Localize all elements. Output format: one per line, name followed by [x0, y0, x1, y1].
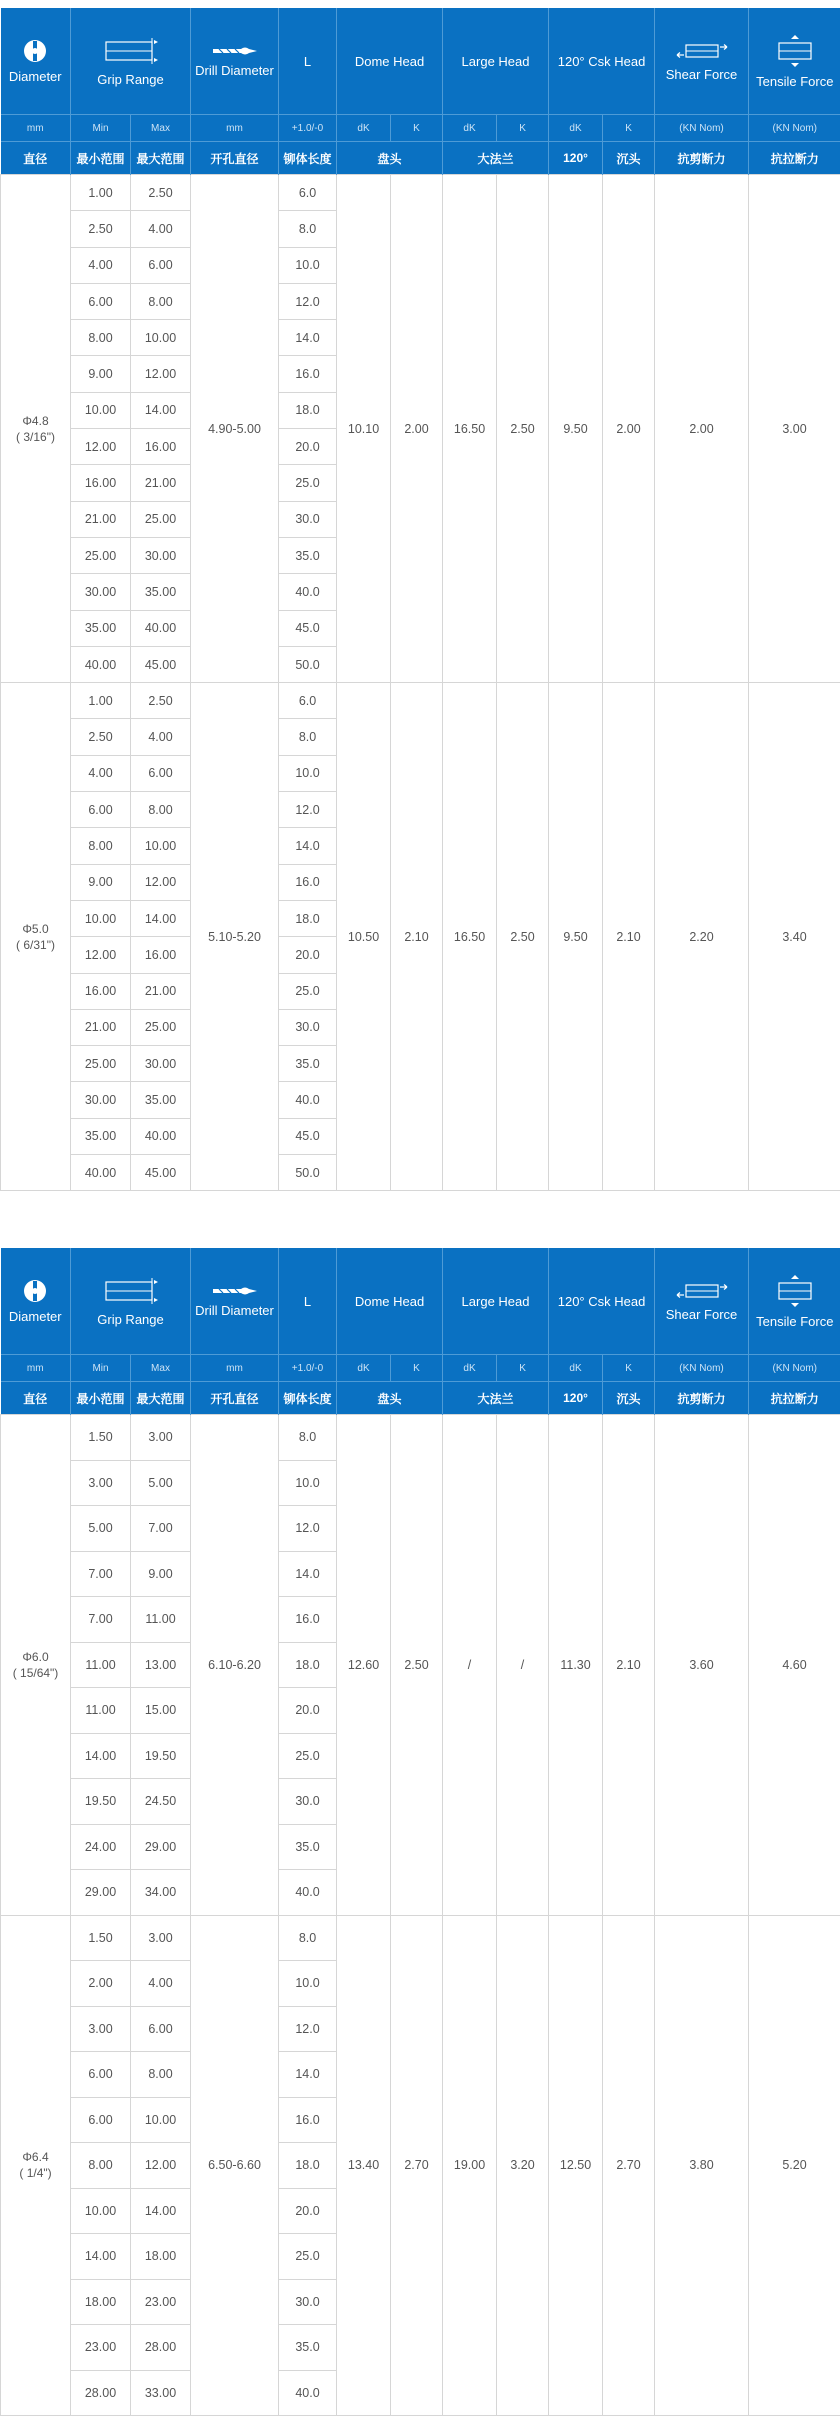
- grip-max-cell: 19.50: [131, 1733, 191, 1779]
- length-cell: 20.0: [279, 1688, 337, 1734]
- grip-min-cell: 21.00: [71, 1009, 131, 1045]
- grip-max-cell: 35.00: [131, 1082, 191, 1118]
- grip-min-cell: 24.00: [71, 1824, 131, 1870]
- drill-diameter-cell: 6.50-6.60: [191, 1915, 279, 2416]
- grip-min-cell: 4.00: [71, 755, 131, 791]
- diameter-value: Φ5.0: [22, 921, 49, 936]
- shear-force-icon: [674, 1281, 730, 1301]
- tensile-force-cell: 5.20: [749, 1915, 840, 2416]
- length-cell: 30.0: [279, 1009, 337, 1045]
- shear-force-header: Shear Force: [655, 1248, 749, 1355]
- length-cell: 16.0: [279, 864, 337, 900]
- grip-max-cell: 12.00: [131, 864, 191, 900]
- unit-cell: mm: [191, 1355, 279, 1382]
- grip-min-cell: 1.00: [71, 683, 131, 719]
- grip-min-cell: 16.00: [71, 465, 131, 501]
- length-cell: 8.0: [279, 719, 337, 755]
- cn-csk-label-a: 120°: [549, 142, 603, 175]
- diameter-cell: [1, 1415, 71, 1916]
- large-dk-cell: 16.50: [443, 683, 497, 1191]
- length-cell: 16.0: [279, 356, 337, 392]
- cn-csk-label-b: 沉头: [603, 1382, 655, 1415]
- cn-drill-label: 开孔直径: [191, 142, 279, 175]
- grip-max-cell: 16.00: [131, 429, 191, 465]
- shear-force-icon: [674, 41, 730, 61]
- k-label: K: [603, 1355, 655, 1382]
- grip-max-cell: 6.00: [131, 755, 191, 791]
- grip-min-cell: 12.00: [71, 937, 131, 973]
- diameter-value: Φ6.4: [22, 2150, 49, 2165]
- cn-diameter-label: 直径: [1, 1382, 71, 1415]
- grip-max-cell: 21.00: [131, 973, 191, 1009]
- length-cell: 20.0: [279, 429, 337, 465]
- grip-max-cell: 16.00: [131, 937, 191, 973]
- grip-max-cell: 3.00: [131, 1415, 191, 1461]
- grip-max-cell: 10.00: [131, 2097, 191, 2143]
- grip-max-cell: 4.00: [131, 1961, 191, 2007]
- kn-nom-label: (KN Nom): [655, 115, 749, 142]
- table-body: [1, 175, 840, 1191]
- drill-bit-icon: [211, 45, 259, 57]
- large-dk-cell: /: [443, 1415, 497, 1916]
- csk-dk-cell: 11.30: [549, 1415, 603, 1916]
- large-k-cell: 2.50: [497, 683, 549, 1191]
- length-cell: 16.0: [279, 1597, 337, 1643]
- length-cell: 10.0: [279, 755, 337, 791]
- grip-max-cell: 6.00: [131, 247, 191, 283]
- grip-max-cell: 9.00: [131, 1551, 191, 1597]
- grip-max-cell: 30.00: [131, 1046, 191, 1082]
- large-head-header: Large Head: [443, 8, 549, 115]
- grip-max-cell: 40.00: [131, 610, 191, 646]
- grip-max-cell: 12.00: [131, 2143, 191, 2189]
- length-cell: 35.0: [279, 1824, 337, 1870]
- dk-label: dK: [337, 1355, 391, 1382]
- cn-tensile-label: 抗拉断力: [749, 142, 840, 175]
- cn-length-label: 铆体长度: [279, 142, 337, 175]
- shear-force-cell: 2.20: [655, 683, 749, 1191]
- length-cell: 16.0: [279, 2097, 337, 2143]
- csk-k-cell: 2.10: [603, 1415, 655, 1916]
- grip-max-cell: 24.50: [131, 1779, 191, 1825]
- kn-nom-label: (KN Nom): [749, 1355, 840, 1382]
- csk-k-cell: 2.70: [603, 1915, 655, 2416]
- length-cell: 18.0: [279, 2143, 337, 2189]
- cn-csk-label-a: 120°: [549, 1382, 603, 1415]
- grip-min-cell: 7.00: [71, 1597, 131, 1643]
- grip-min-cell: 35.00: [71, 1118, 131, 1154]
- tensile-force-icon: [773, 1274, 817, 1308]
- grip-max-cell: 2.50: [131, 175, 191, 211]
- diameter-cell: [1, 175, 71, 683]
- large-k-cell: 3.20: [497, 1915, 549, 2416]
- grip-min-cell: 8.00: [71, 320, 131, 356]
- length-cell: 18.0: [279, 392, 337, 428]
- diameter-value: Φ4.8: [22, 413, 49, 428]
- dome-dk-cell: 12.60: [337, 1415, 391, 1916]
- grip-max-cell: 40.00: [131, 1118, 191, 1154]
- dk-label: dK: [549, 115, 603, 142]
- csk-k-cell: 2.00: [603, 175, 655, 683]
- dome-k-cell: 2.10: [391, 683, 443, 1191]
- grip-min-cell: 30.00: [71, 1082, 131, 1118]
- grip-max-cell: 25.00: [131, 1009, 191, 1045]
- dome-k-cell: 2.70: [391, 1915, 443, 2416]
- grip-max-cell: 30.00: [131, 537, 191, 573]
- unit-cell: mm: [1, 115, 71, 142]
- dome-k-cell: 2.50: [391, 1415, 443, 1916]
- cn-large-label: 大法兰: [443, 1382, 549, 1415]
- grip-max-cell: 35.00: [131, 574, 191, 610]
- dome-head-header: Dome Head: [337, 8, 443, 115]
- grip-min-cell: 6.00: [71, 283, 131, 319]
- spec-table-1: [0, 8, 840, 1191]
- grip-max-cell: 8.00: [131, 2052, 191, 2098]
- grip-min-cell: 35.00: [71, 610, 131, 646]
- dk-label: dK: [337, 115, 391, 142]
- tensile-force-cell: 4.60: [749, 1415, 840, 1916]
- unit-cell: mm: [191, 115, 279, 142]
- grip-max-cell: 45.00: [131, 1155, 191, 1191]
- grip-max-cell: 33.00: [131, 2370, 191, 2416]
- tolerance-label: +1.0/-0: [279, 1355, 337, 1382]
- tolerance-label: +1.0/-0: [279, 115, 337, 142]
- length-cell: 35.0: [279, 2325, 337, 2371]
- length-cell: 8.0: [279, 211, 337, 247]
- grip-min-cell: 10.00: [71, 2188, 131, 2234]
- shear-force-header: Shear Force: [655, 8, 749, 115]
- cn-min-label: 最小范围: [71, 1382, 131, 1415]
- length-cell: 40.0: [279, 1082, 337, 1118]
- dome-dk-cell: 10.50: [337, 683, 391, 1191]
- k-label: K: [391, 115, 443, 142]
- length-cell: 14.0: [279, 2052, 337, 2098]
- length-cell: 6.0: [279, 683, 337, 719]
- spec-table-2: [0, 1248, 840, 2416]
- max-label: Max: [131, 1355, 191, 1382]
- diameter-header: Diameter: [1, 8, 71, 115]
- length-cell: 10.0: [279, 247, 337, 283]
- grip-max-cell: 21.00: [131, 465, 191, 501]
- diameter-inch-value: ( 3/16"): [16, 429, 55, 444]
- length-cell: 12.0: [279, 1506, 337, 1552]
- grip-max-cell: 14.00: [131, 900, 191, 936]
- length-cell: 45.0: [279, 1118, 337, 1154]
- length-cell: 40.0: [279, 1870, 337, 1916]
- length-cell: 45.0: [279, 610, 337, 646]
- cn-max-label: 最大范围: [131, 142, 191, 175]
- drill-bit-icon: [211, 1285, 259, 1297]
- cn-shear-label: 抗剪断力: [655, 142, 749, 175]
- shear-force-cell: 3.60: [655, 1415, 749, 1916]
- table-header: [1, 1248, 840, 1415]
- grip-max-cell: 23.00: [131, 2279, 191, 2325]
- unit-cell: mm: [1, 1355, 71, 1382]
- length-cell: 25.0: [279, 2234, 337, 2280]
- kn-nom-label: (KN Nom): [655, 1355, 749, 1382]
- length-cell: 14.0: [279, 828, 337, 864]
- csk-head-header: 120° Csk Head: [549, 1248, 655, 1355]
- grip-max-cell: 18.00: [131, 2234, 191, 2280]
- grip-max-cell: 4.00: [131, 719, 191, 755]
- grip-max-cell: 3.00: [131, 1915, 191, 1961]
- grip-min-cell: 29.00: [71, 1870, 131, 1916]
- grip-min-cell: 30.00: [71, 574, 131, 610]
- k-label: K: [497, 1355, 549, 1382]
- grip-min-cell: 2.00: [71, 1961, 131, 2007]
- dome-k-cell: 2.00: [391, 175, 443, 683]
- grip-max-cell: 8.00: [131, 283, 191, 319]
- diameter-inch-value: ( 1/4"): [19, 2166, 52, 2181]
- grip-min-cell: 6.00: [71, 2097, 131, 2143]
- grip-max-cell: 6.00: [131, 2006, 191, 2052]
- grip-min-cell: 23.00: [71, 2325, 131, 2371]
- diameter-inch-value: ( 6/31"): [16, 937, 55, 952]
- drill-diameter-cell: 6.10-6.20: [191, 1415, 279, 1916]
- diameter-cell: [1, 1915, 71, 2416]
- grip-min-cell: 18.00: [71, 2279, 131, 2325]
- rivet-end-icon: [23, 39, 47, 63]
- cn-shear-label: 抗剪断力: [655, 1382, 749, 1415]
- grip-min-cell: 19.50: [71, 1779, 131, 1825]
- diameter-cell: [1, 683, 71, 1191]
- grip-max-cell: 4.00: [131, 211, 191, 247]
- grip-max-cell: 7.00: [131, 1506, 191, 1552]
- grip-max-cell: 15.00: [131, 1688, 191, 1734]
- length-cell: 20.0: [279, 2188, 337, 2234]
- dome-dk-cell: 13.40: [337, 1915, 391, 2416]
- grip-min-cell: 1.50: [71, 1915, 131, 1961]
- length-cell: 30.0: [279, 2279, 337, 2325]
- grip-min-cell: 10.00: [71, 392, 131, 428]
- cn-length-label: 铆体长度: [279, 1382, 337, 1415]
- shear-force-cell: 2.00: [655, 175, 749, 683]
- grip-min-cell: 12.00: [71, 429, 131, 465]
- grip-min-cell: 4.00: [71, 247, 131, 283]
- grip-max-cell: 10.00: [131, 320, 191, 356]
- length-cell: 10.0: [279, 1460, 337, 1506]
- length-cell: 12.0: [279, 792, 337, 828]
- grip-min-cell: 40.00: [71, 646, 131, 682]
- grip-max-cell: 34.00: [131, 1870, 191, 1916]
- grip-max-cell: 28.00: [131, 2325, 191, 2371]
- length-cell: 6.0: [279, 175, 337, 211]
- grip-max-cell: 8.00: [131, 792, 191, 828]
- grip-range-header: Grip Range: [71, 8, 191, 115]
- grip-min-cell: 25.00: [71, 1046, 131, 1082]
- grip-min-cell: 3.00: [71, 2006, 131, 2052]
- grip-min-cell: 8.00: [71, 2143, 131, 2189]
- grip-min-cell: 1.50: [71, 1415, 131, 1461]
- table-body: [1, 1415, 840, 2416]
- table-row: [1, 175, 840, 211]
- length-cell: 14.0: [279, 1551, 337, 1597]
- grip-range-icon: [102, 36, 160, 66]
- grip-min-cell: 25.00: [71, 537, 131, 573]
- grip-range-icon: [102, 1276, 160, 1306]
- grip-min-cell: 40.00: [71, 1155, 131, 1191]
- k-label: K: [603, 115, 655, 142]
- grip-max-cell: 11.00: [131, 1597, 191, 1643]
- large-k-cell: 2.50: [497, 175, 549, 683]
- drill-diameter-cell: 4.90-5.00: [191, 175, 279, 683]
- drill-diameter-cell: 5.10-5.20: [191, 683, 279, 1191]
- grip-range-header: Grip Range: [71, 1248, 191, 1355]
- large-dk-cell: 16.50: [443, 175, 497, 683]
- length-cell: 30.0: [279, 501, 337, 537]
- table-row: [1, 683, 840, 719]
- grip-min-cell: 6.00: [71, 792, 131, 828]
- min-label: Min: [71, 115, 131, 142]
- max-label: Max: [131, 115, 191, 142]
- csk-head-header: 120° Csk Head: [549, 8, 655, 115]
- grip-max-cell: 12.00: [131, 356, 191, 392]
- length-cell: 25.0: [279, 973, 337, 1009]
- cn-dome-label: 盘头: [337, 142, 443, 175]
- grip-min-cell: 11.00: [71, 1642, 131, 1688]
- grip-min-cell: 21.00: [71, 501, 131, 537]
- length-cell: 20.0: [279, 937, 337, 973]
- grip-max-cell: 14.00: [131, 392, 191, 428]
- csk-dk-cell: 9.50: [549, 175, 603, 683]
- length-cell: 50.0: [279, 1155, 337, 1191]
- tensile-force-header: Tensile Force: [749, 8, 840, 115]
- grip-min-cell: 16.00: [71, 973, 131, 1009]
- diameter-inch-value: ( 15/64"): [12, 1665, 59, 1680]
- tensile-force-cell: 3.00: [749, 175, 840, 683]
- diameter-header: Diameter: [1, 1248, 71, 1355]
- dk-label: dK: [443, 115, 497, 142]
- length-cell: 40.0: [279, 574, 337, 610]
- grip-min-cell: 1.00: [71, 175, 131, 211]
- large-head-header: Large Head: [443, 1248, 549, 1355]
- grip-max-cell: 5.00: [131, 1460, 191, 1506]
- csk-dk-cell: 9.50: [549, 683, 603, 1191]
- grip-max-cell: 10.00: [131, 828, 191, 864]
- length-cell: 10.0: [279, 1961, 337, 2007]
- grip-min-cell: 10.00: [71, 900, 131, 936]
- length-header: L: [279, 1248, 337, 1355]
- length-cell: 25.0: [279, 465, 337, 501]
- cn-tensile-label: 抗拉断力: [749, 1382, 840, 1415]
- length-cell: 35.0: [279, 1046, 337, 1082]
- grip-min-cell: 14.00: [71, 1733, 131, 1779]
- grip-min-cell: 28.00: [71, 2370, 131, 2416]
- dk-label: dK: [443, 1355, 497, 1382]
- grip-min-cell: 11.00: [71, 1688, 131, 1734]
- rivet-end-icon: [23, 1279, 47, 1303]
- csk-k-cell: 2.10: [603, 683, 655, 1191]
- cn-drill-label: 开孔直径: [191, 1382, 279, 1415]
- length-cell: 18.0: [279, 900, 337, 936]
- grip-min-cell: 6.00: [71, 2052, 131, 2098]
- spec-table-1-wrap: [0, 8, 840, 1191]
- shear-force-cell: 3.80: [655, 1915, 749, 2416]
- grip-max-cell: 14.00: [131, 2188, 191, 2234]
- k-label: K: [497, 115, 549, 142]
- cn-large-label: 大法兰: [443, 142, 549, 175]
- length-header: L: [279, 8, 337, 115]
- length-cell: 12.0: [279, 2006, 337, 2052]
- grip-max-cell: 45.00: [131, 646, 191, 682]
- large-dk-cell: 19.00: [443, 1915, 497, 2416]
- length-cell: 18.0: [279, 1642, 337, 1688]
- large-k-cell: /: [497, 1415, 549, 1916]
- table-row: [1, 1915, 840, 1961]
- drill-diameter-header: Drill Diameter: [191, 1248, 279, 1355]
- grip-min-cell: 9.00: [71, 356, 131, 392]
- diameter-value: Φ6.0: [22, 1649, 49, 1664]
- length-cell: 50.0: [279, 646, 337, 682]
- grip-max-cell: 29.00: [131, 1824, 191, 1870]
- grip-min-cell: 5.00: [71, 1506, 131, 1552]
- length-cell: 8.0: [279, 1915, 337, 1961]
- grip-min-cell: 7.00: [71, 1551, 131, 1597]
- drill-diameter-header: Drill Diameter: [191, 8, 279, 115]
- grip-min-cell: 8.00: [71, 828, 131, 864]
- dome-dk-cell: 10.10: [337, 175, 391, 683]
- csk-dk-cell: 12.50: [549, 1915, 603, 2416]
- length-cell: 30.0: [279, 1779, 337, 1825]
- cn-max-label: 最大范围: [131, 1382, 191, 1415]
- tensile-force-header: Tensile Force: [749, 1248, 840, 1355]
- length-cell: 35.0: [279, 537, 337, 573]
- cn-diameter-label: 直径: [1, 142, 71, 175]
- cn-dome-label: 盘头: [337, 1382, 443, 1415]
- grip-min-cell: 2.50: [71, 211, 131, 247]
- length-cell: 12.0: [279, 283, 337, 319]
- kn-nom-label: (KN Nom): [749, 115, 840, 142]
- grip-min-cell: 3.00: [71, 1460, 131, 1506]
- length-cell: 25.0: [279, 1733, 337, 1779]
- cn-min-label: 最小范围: [71, 142, 131, 175]
- length-cell: 40.0: [279, 2370, 337, 2416]
- tensile-force-cell: 3.40: [749, 683, 840, 1191]
- k-label: K: [391, 1355, 443, 1382]
- grip-min-cell: 14.00: [71, 2234, 131, 2280]
- table-row: [1, 1415, 840, 1461]
- grip-max-cell: 13.00: [131, 1642, 191, 1688]
- spec-table-2-wrap: [0, 1248, 840, 2416]
- grip-max-cell: 2.50: [131, 683, 191, 719]
- dk-label: dK: [549, 1355, 603, 1382]
- cn-csk-label-b: 沉头: [603, 142, 655, 175]
- length-cell: 14.0: [279, 320, 337, 356]
- grip-max-cell: 25.00: [131, 501, 191, 537]
- grip-min-cell: 9.00: [71, 864, 131, 900]
- length-cell: 8.0: [279, 1415, 337, 1461]
- grip-min-cell: 2.50: [71, 719, 131, 755]
- dome-head-header: Dome Head: [337, 1248, 443, 1355]
- min-label: Min: [71, 1355, 131, 1382]
- table-header: [1, 8, 840, 175]
- tensile-force-icon: [773, 34, 817, 68]
